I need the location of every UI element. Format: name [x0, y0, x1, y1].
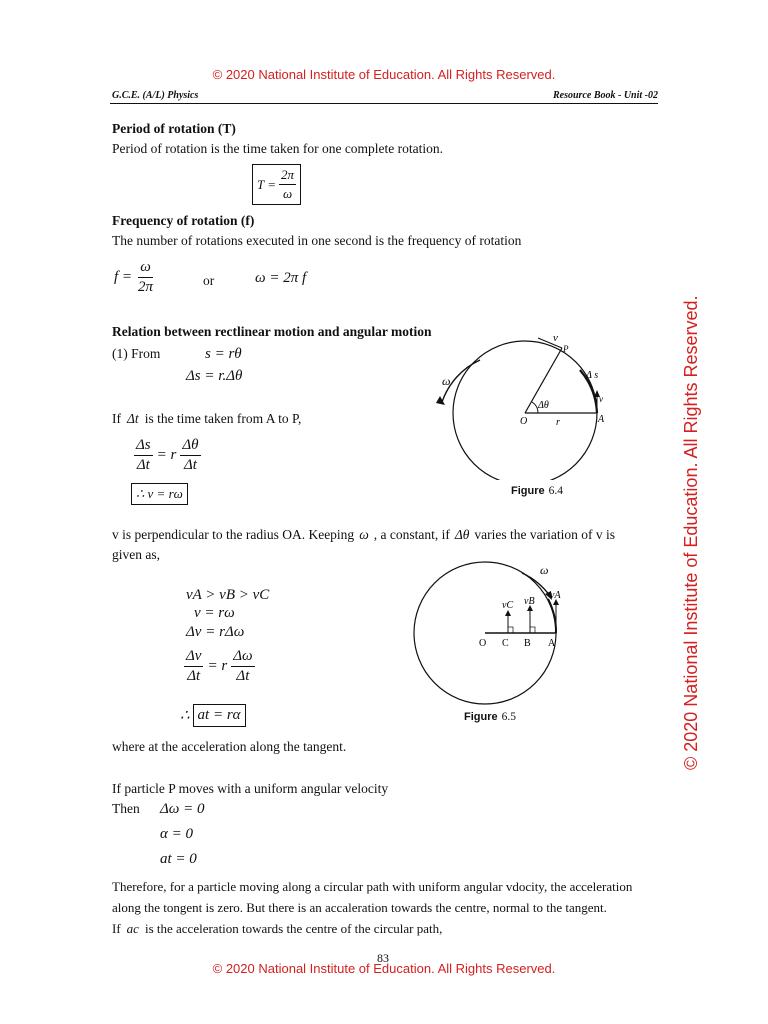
frequency-formula-fraction — [136, 259, 155, 296]
dv-num: Δv — [184, 648, 203, 667]
period-formula-num: 2π — [279, 167, 296, 185]
para-line1-e: varies the variation of v is — [474, 527, 615, 542]
dv-dt-fraction — [184, 648, 203, 685]
therefore-line3 — [112, 921, 442, 937]
fig65-label-omega: ω — [540, 563, 549, 577]
header-right: Resource Book - Unit -02 — [553, 90, 658, 101]
para-line1 — [112, 527, 615, 543]
fig64-label-ds: Δ s — [586, 370, 599, 381]
fig65-label-B: B — [524, 638, 531, 649]
frequency-formula-den: 2π — [138, 279, 154, 295]
para-line1-omega: ω — [359, 527, 369, 542]
header-rule — [110, 103, 658, 104]
period-formula-fraction — [279, 167, 296, 202]
relation-result: ∴ v = rω — [131, 483, 188, 505]
fig65-label-A: A — [548, 638, 556, 649]
uniform-eq3: at = 0 — [160, 851, 197, 867]
frequency-formula-num: ω — [138, 259, 153, 278]
figure-6-5-caption — [464, 711, 516, 723]
fig64-label-A: A — [598, 414, 605, 425]
figure-6-5 — [410, 558, 590, 708]
therefore-line3-if: If — [112, 921, 121, 936]
dt-den-2: Δt — [183, 457, 197, 473]
period-heading: Period of rotation (T) — [112, 121, 236, 136]
velocity-eq: v = rω — [194, 605, 235, 621]
relation-eq2: Δs = r.Δθ — [186, 368, 243, 384]
therefore-line1: Therefore, for a particle moving along a circular path with uniform angular vdocity, the acceleration — [112, 879, 633, 894]
fig64-label-dtheta: Δθ — [538, 400, 549, 411]
domega-dt-den: Δt — [236, 668, 250, 684]
domega-num: Δω — [231, 648, 254, 667]
frequency-text: The number of rotations executed in one second is the frequency of rotation — [112, 233, 522, 248]
frequency-heading: Frequency of rotation (f) — [112, 213, 255, 228]
relation-derivative — [134, 437, 201, 474]
fig65-label-C: C — [502, 638, 509, 649]
angular-derivative — [184, 648, 255, 685]
copyright-side: © 2020 National Institute of Education. All Rights Reserved. — [681, 295, 701, 770]
fig64-circle — [453, 341, 597, 480]
velocity-inequality: vA > vB > vC — [186, 587, 270, 603]
copyright-bottom: © 2020 National Institute of Education. All Rights Reserved. — [212, 961, 556, 976]
where-text: where at the acceleration along the tangent. — [112, 739, 347, 754]
relation-eq1: s = rθ — [205, 346, 242, 362]
para-line1-c: , a constant, if — [373, 527, 450, 542]
fig65-caption-label: Figure — [464, 711, 498, 723]
fig64-caption-num: 6.4 — [548, 485, 563, 497]
therefore-line2: along the tongent is zero. But there is an accaleration towards the centre, normal to the tangent. — [112, 900, 607, 915]
figure-6-4-caption — [511, 485, 563, 497]
para-line2: given as, — [112, 547, 160, 562]
relation-if-suffix: is the time taken from A to P, — [144, 411, 302, 426]
domega-dt-fraction — [231, 648, 254, 685]
para-line1-a: v is perpendicular to the radius OA. Keeping — [112, 527, 355, 542]
tangential-therefore: ∴ — [180, 708, 190, 724]
relation-eq-r: = r — [156, 447, 177, 463]
frequency-formula — [114, 259, 155, 296]
fig64-label-O: O — [520, 416, 528, 427]
therefore-line3-b: is the acceleration towards the centre of the circular path, — [144, 921, 443, 936]
fig65-rightangle-B — [530, 627, 535, 633]
page-number: 83 — [377, 951, 389, 965]
fig64-label-v2: v — [599, 394, 603, 404]
figure-6-4 — [420, 330, 620, 480]
frequency-formula-lhs: f = — [114, 269, 133, 285]
frequency-or: or — [203, 273, 215, 288]
relation-if-var: Δt — [127, 411, 139, 426]
fig65-label-vB: vB — [524, 596, 535, 607]
ds-num: Δs — [134, 437, 153, 456]
dt-den: Δt — [136, 457, 150, 473]
para-line1-dtheta: Δθ — [454, 527, 470, 542]
relation-heading: Relation between rectlinear motion and angular motion — [112, 324, 432, 339]
fig65-label-vC: vC — [502, 600, 514, 611]
period-formula-den: ω — [282, 186, 293, 201]
header-left: G.C.E. (A/L) Physics — [112, 90, 199, 101]
fig64-caption-label: Figure — [511, 485, 545, 497]
tangential-accel — [180, 704, 246, 727]
fig65-label-vA: vA — [550, 590, 561, 601]
uniform-line1: If particle P moves with a uniform angular velocity — [112, 781, 389, 796]
ds-dt-fraction — [134, 437, 153, 474]
tangential-result: at = rα — [193, 704, 246, 727]
dv-dt-den: Δt — [187, 668, 201, 684]
fig65-label-O: O — [479, 638, 487, 649]
frequency-omega-eq: ω = 2π f — [255, 270, 307, 286]
fig64-label-r: r — [556, 417, 560, 428]
dtheta-num: Δθ — [180, 437, 200, 456]
period-formula — [252, 164, 301, 205]
relation-from: (1) From — [112, 346, 161, 361]
period-text: Period of rotation is the time taken for one complete rotation. — [112, 141, 444, 156]
fig65-caption-num: 6.5 — [501, 711, 516, 723]
dtheta-dt-fraction — [180, 437, 200, 474]
fig64-label-v: v — [553, 332, 558, 344]
period-formula-lhs: T = — [257, 176, 277, 192]
uniform-then: Then — [112, 801, 140, 816]
uniform-eq1: Δω = 0 — [160, 801, 205, 817]
therefore-line3-var: ac — [126, 921, 139, 936]
dv-eq: Δv = rΔω — [186, 624, 245, 640]
fig65-rightangle-C — [508, 627, 513, 633]
relation-if-line — [112, 411, 301, 427]
copyright-top: © 2020 National Institute of Education. All Rights Reserved. — [212, 67, 556, 82]
fig64-label-omega: ω — [442, 374, 451, 388]
relation-if: If — [112, 411, 121, 426]
fig64-label-P: P — [563, 344, 569, 354]
uniform-eq2: α = 0 — [160, 826, 193, 842]
ineq-eq-r: = r — [207, 658, 228, 674]
